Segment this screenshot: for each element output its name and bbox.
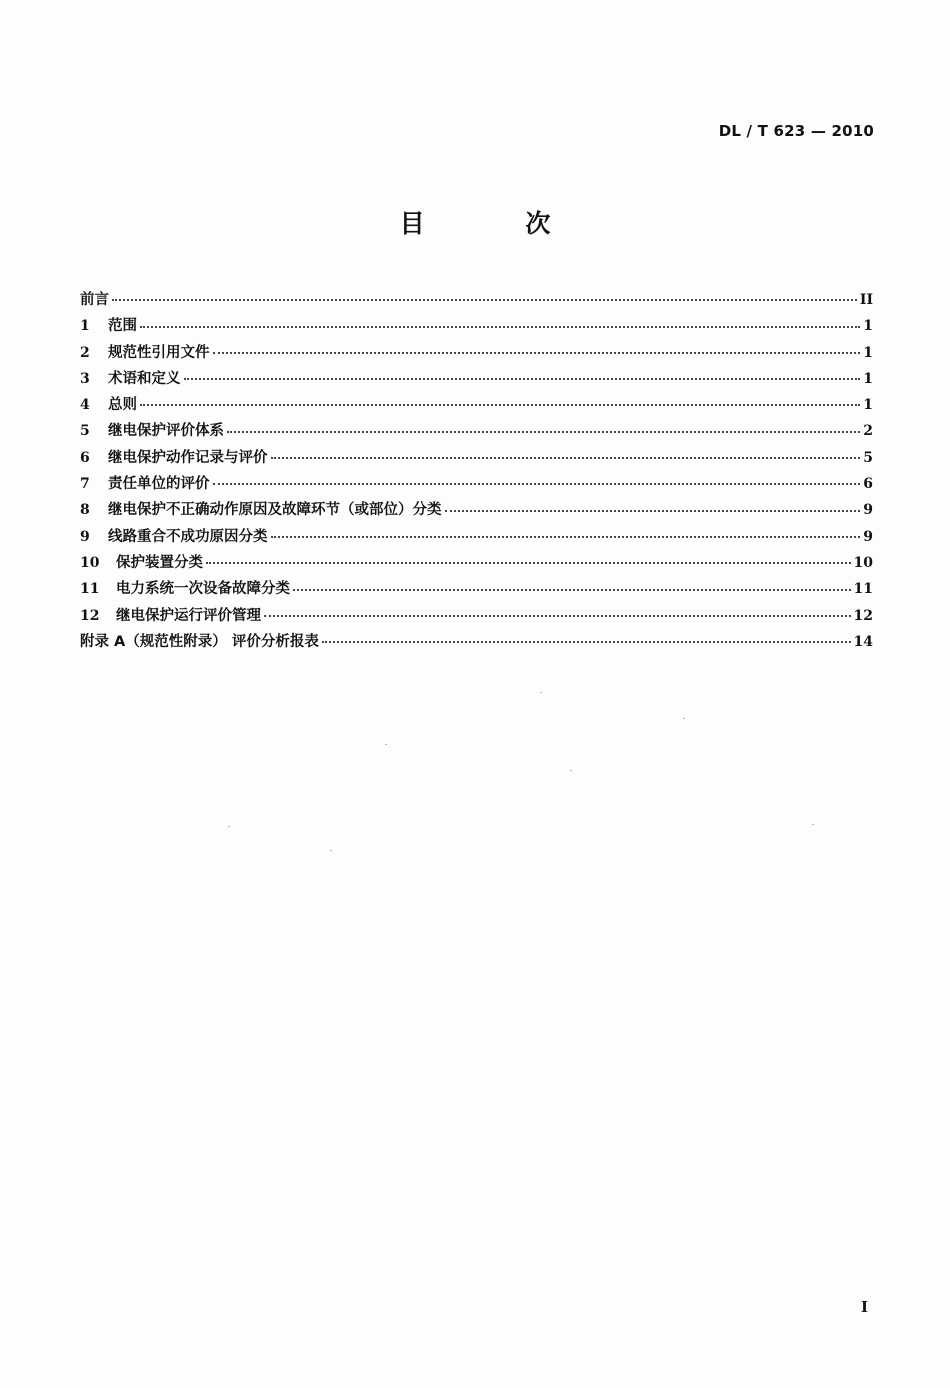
toc-entry-label: 责任单位的评价 bbox=[108, 476, 210, 493]
toc-entry-number: 8 bbox=[80, 502, 90, 519]
toc-entry-number: 1 bbox=[80, 318, 90, 335]
toc-entry[interactable] bbox=[80, 445, 873, 471]
dot-leader bbox=[140, 404, 860, 406]
toc-entry[interactable] bbox=[80, 629, 873, 655]
toc-entry-label: 电力系统一次设备故障分类 bbox=[116, 581, 290, 598]
toc-entry[interactable] bbox=[80, 524, 873, 550]
speckle bbox=[683, 718, 685, 719]
toc-entry-page: 14 bbox=[853, 633, 873, 650]
toc-entry[interactable] bbox=[80, 340, 873, 366]
toc-entry-label: 继电保护动作记录与评价 bbox=[108, 449, 268, 466]
toc-entry-number: 4 bbox=[80, 397, 90, 414]
toc-entry[interactable] bbox=[80, 550, 873, 576]
toc-entry-number: 11 bbox=[80, 581, 100, 598]
dot-leader bbox=[213, 483, 861, 485]
dot-leader bbox=[184, 378, 861, 380]
toc-entry-label: 前言 bbox=[80, 292, 109, 308]
toc-entry-label: 范围 bbox=[108, 318, 137, 335]
dot-leader bbox=[322, 641, 851, 643]
toc-entry-page: 12 bbox=[853, 607, 873, 624]
dot-leader bbox=[112, 299, 857, 301]
toc-entry[interactable] bbox=[80, 418, 873, 444]
speckle bbox=[812, 824, 814, 825]
toc-entry-label: 保护装置分类 bbox=[116, 554, 203, 571]
dot-leader bbox=[293, 589, 851, 591]
dot-leader bbox=[213, 352, 861, 354]
standard-code: DL / T 623 — 2010 bbox=[718, 122, 874, 140]
speckle bbox=[385, 744, 387, 745]
toc-entry-label: 线路重合不成功原因分类 bbox=[108, 528, 268, 545]
speckle bbox=[330, 850, 332, 851]
toc-entry-page: 1 bbox=[863, 397, 873, 414]
toc-entry-label: 继电保护不正确动作原因及故障环节（或部位）分类 bbox=[108, 502, 442, 519]
dot-leader bbox=[271, 536, 861, 538]
toc-entry-number: 7 bbox=[80, 476, 90, 493]
toc-entry-label: 继电保护评价体系 bbox=[108, 423, 224, 440]
toc-entry[interactable] bbox=[80, 497, 873, 523]
toc-entry[interactable] bbox=[80, 366, 873, 392]
dot-leader bbox=[271, 457, 861, 459]
page-number: I bbox=[860, 1298, 868, 1316]
speckle bbox=[570, 770, 572, 771]
toc-entry-number: 9 bbox=[80, 528, 90, 545]
toc-entry-number: 5 bbox=[80, 423, 90, 440]
dot-leader bbox=[445, 510, 861, 512]
toc-entry-page: 1 bbox=[863, 370, 873, 387]
toc-entry-page: 9 bbox=[863, 502, 873, 519]
toc-entry-label: 规范性引用文件 bbox=[108, 344, 210, 361]
dot-leader bbox=[140, 326, 860, 328]
toc-entry[interactable] bbox=[80, 576, 873, 602]
toc-entry-number: 2 bbox=[80, 344, 90, 361]
toc-entry[interactable] bbox=[80, 392, 873, 418]
toc-entry-page: 1 bbox=[863, 318, 873, 335]
toc-entry-number: 3 bbox=[80, 370, 90, 387]
toc-entry-page: II bbox=[859, 292, 873, 308]
toc-entry-label: 术语和定义 bbox=[108, 370, 181, 387]
toc-entry-page: 1 bbox=[863, 344, 873, 361]
toc-entry[interactable] bbox=[80, 287, 873, 313]
toc-entry-label: 继电保护运行评价管理 bbox=[116, 607, 261, 624]
toc-entry-page: 2 bbox=[863, 423, 873, 440]
toc-entry-page: 5 bbox=[863, 449, 873, 466]
speckle bbox=[540, 692, 542, 693]
toc-entry-page: 6 bbox=[863, 476, 873, 493]
page-title: 目 次 bbox=[399, 209, 597, 238]
speckle bbox=[228, 826, 230, 827]
toc-entry-page: 9 bbox=[863, 528, 873, 545]
dot-leader bbox=[264, 615, 851, 617]
toc-entry-number: 12 bbox=[80, 607, 100, 624]
toc-entry[interactable] bbox=[80, 313, 873, 339]
dot-leader bbox=[227, 431, 860, 433]
toc-entry[interactable] bbox=[80, 603, 873, 629]
toc-entry-page: 11 bbox=[853, 581, 873, 598]
dot-leader bbox=[206, 562, 851, 564]
toc-entry-label: 总则 bbox=[108, 397, 137, 414]
toc-entry-number: 10 bbox=[80, 554, 100, 571]
toc-entry-label: 附录 A（规范性附录） 评价分析报表 bbox=[80, 633, 319, 650]
toc-entry[interactable] bbox=[80, 471, 873, 497]
toc-entry-page: 10 bbox=[853, 554, 873, 571]
toc-entry-number: 6 bbox=[80, 449, 90, 466]
table-of-contents bbox=[80, 287, 873, 655]
